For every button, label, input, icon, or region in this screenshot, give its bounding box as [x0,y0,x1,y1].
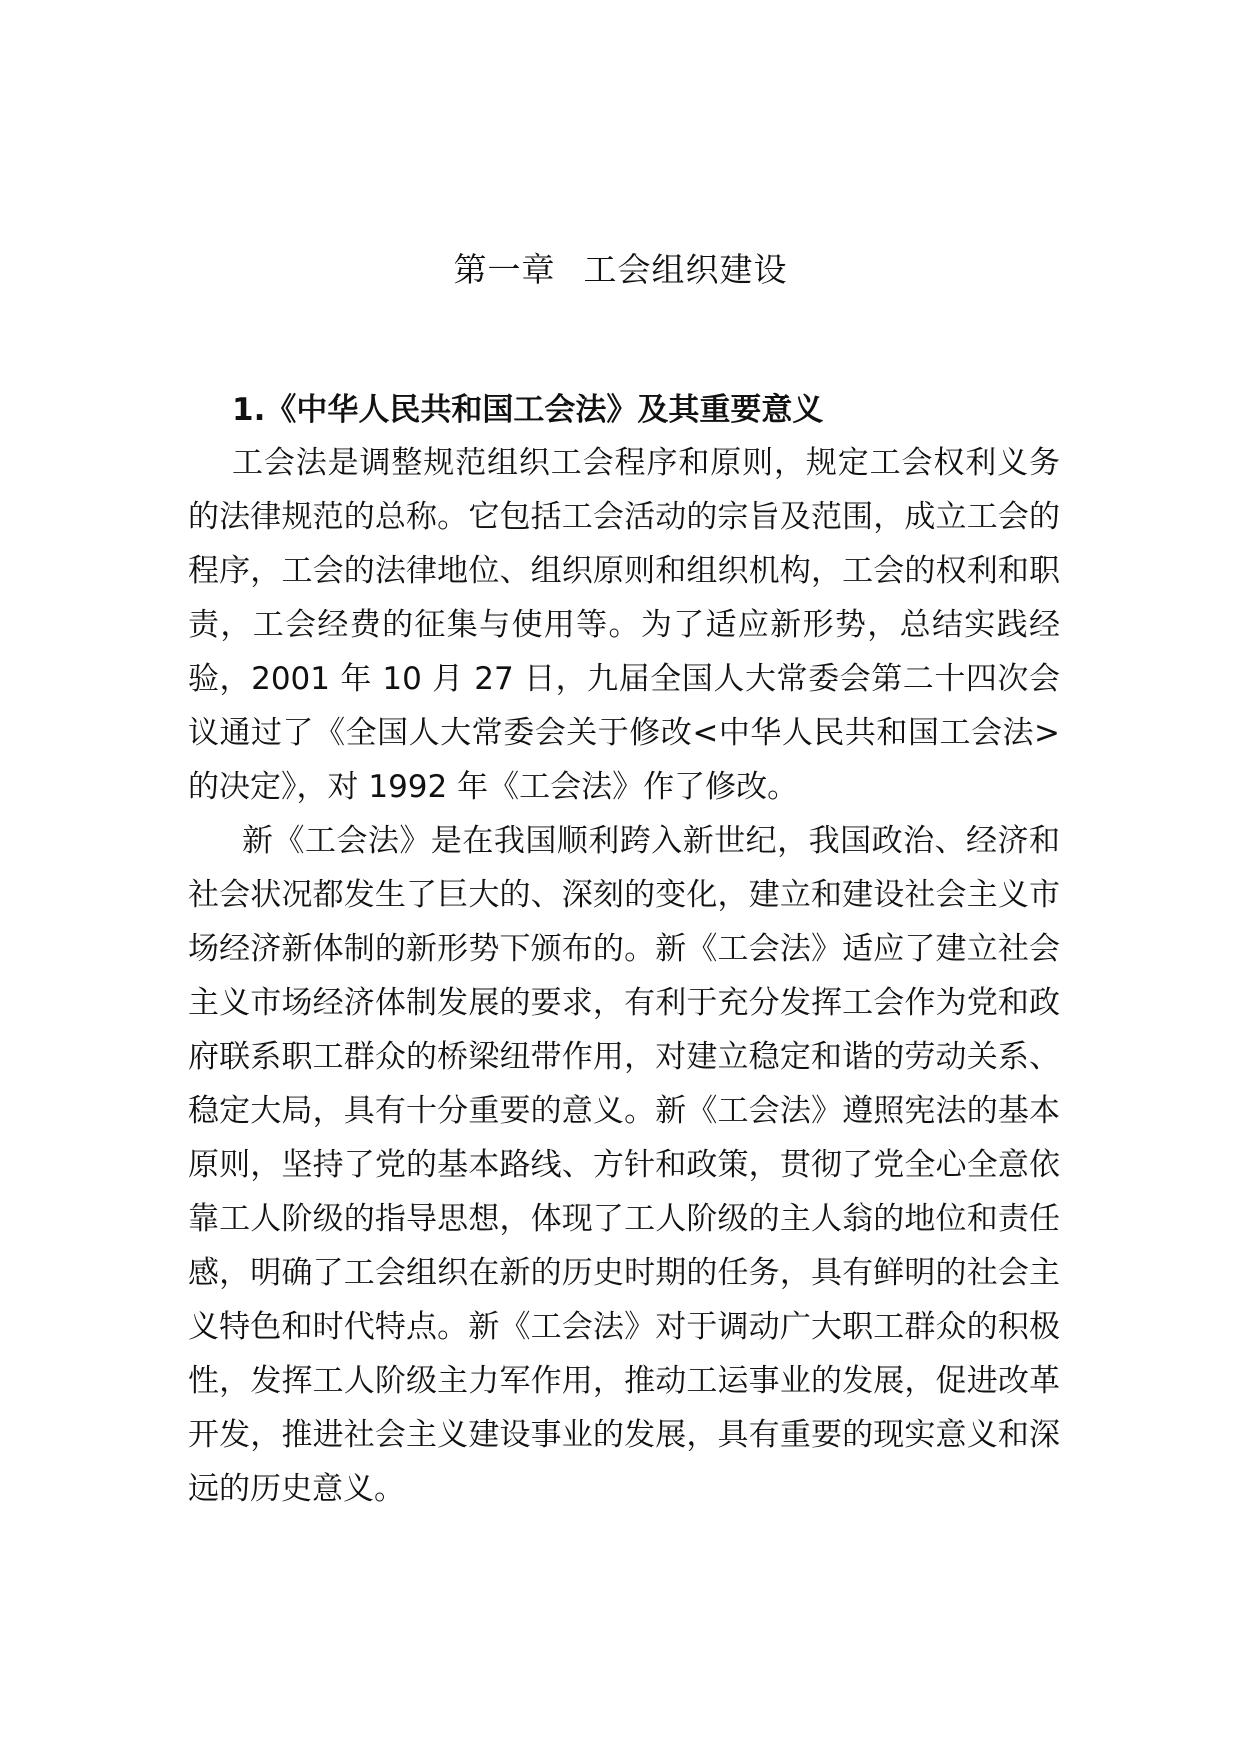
paragraph-significance: 新《工会法》是在我国顺利跨入新世纪，我国政治、经济和社会状况都发生了巨大的、深刻的变化，建立和建设社会主义市场经济新体制的新形势下颁布的。新《工会法》适应了建立社会主义市场经济体制发展的要求，有利于充分发挥工会作为党和政府联系职工群众的桥梁纽带作用，对建立稳定和谐的劳动关系、稳定大局，具有十分重要的意义。新《工会法》遵照宪法的基本原则，坚持了党的基本路线、方针和政策，贯彻了党全心全意依靠工人阶级的指导思想，体现了工人阶级的主人翁的地位和责任感，明确了工会组织在新的历史时期的任务，具有鲜明的社会主义特色和时代特点。新《工会法》对于调动广大职工群众的积极性，发挥工人阶级主力军作用，推动工运事业的发展，促进改革开发，推进社会主义建设事业的发展，具有重要的现实意义和深远的历史意义。 [188,823,1060,1507]
section-heading: 1.《中华人民共和国工会法》及其重要意义 [232,392,824,428]
chapter-number: 第一章 [453,250,556,289]
chapter-title [0,247,1241,293]
document-body [188,384,1060,1516]
chapter-name: 工会组织建设 [583,250,788,289]
paragraph-definition: 工会法是调整规范组织工会程序和原则，规定工会权利义务的法律规范的总称。它包括工会活动的宗旨及范围，成立工会的程序，工会的法律地位、组织原则和组织机构，工会的权利和职责，工会经费的征集与使用等。为了适应新形势，总结实践经验，2001 年 10 月 27 日，九届全国人大常委会第二十四次会议通过了《全国人大常委会关于修改<中华人民共和国工会法>的决定》，对 1992 年《工会法》作了修改。 [188,445,1060,805]
